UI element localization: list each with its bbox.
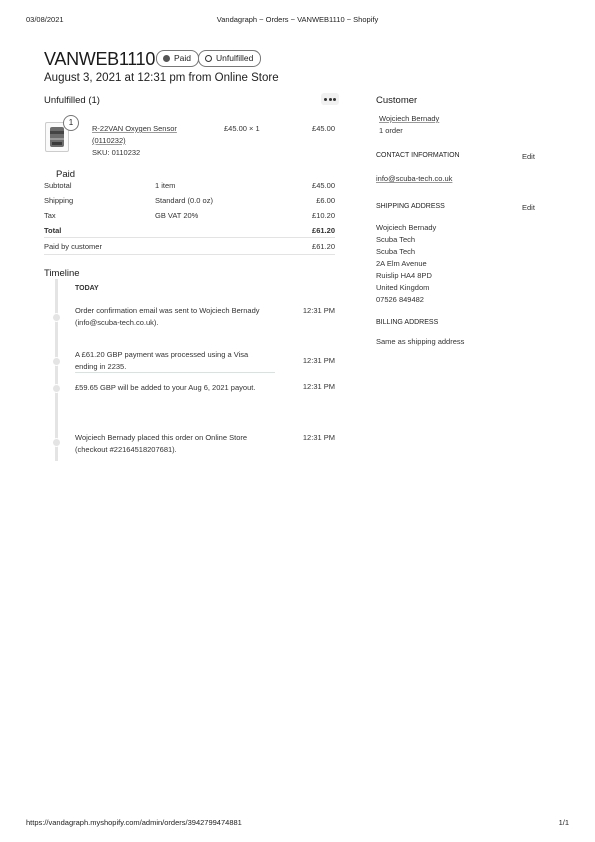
shipping-address-line: Ruislip HA4 8PD [376, 271, 432, 280]
item-price-qty: £45.00 × 1 [224, 124, 260, 133]
shipping-address-heading: SHIPPING ADDRESS [376, 203, 445, 210]
total-value: £61.20 [312, 226, 335, 235]
timeline-event-dot [52, 384, 61, 393]
tax-detail: GB VAT 20% [155, 211, 199, 220]
billing-address-text: Same as shipping address [376, 337, 465, 346]
item-name-link[interactable]: R-22VAN Oxygen Sensor [92, 124, 177, 133]
timeline-event-time: 12:31 PM [302, 306, 335, 315]
unfulfilled-badge-label: Unfulfilled [216, 53, 254, 63]
item-sku: SKU: 0110232 [92, 148, 141, 157]
paid-by-customer-value: £61.20 [312, 242, 335, 251]
order-id: VANWEB1110 [44, 49, 156, 69]
timeline-event-text-line2: (info@scuba-tech.co.uk). [75, 318, 159, 327]
customer-title: Customer [376, 95, 418, 106]
subtotal-label: Subtotal [44, 181, 72, 190]
shipping-address-line: Scuba Tech [376, 235, 416, 244]
payment-divider [44, 237, 335, 238]
unfulfilled-title: Unfulfilled (1) [44, 95, 100, 106]
payment-status-title: Paid [56, 169, 76, 180]
customer-name-link[interactable]: Wojciech Bernady [379, 114, 440, 123]
paid-badge [156, 50, 199, 67]
contact-edit-button[interactable]: Edit [522, 152, 535, 161]
item-total: £45.00 [312, 124, 335, 133]
print-url: https://vandagraph.myshopify.com/admin/orders/3942799474881 [26, 818, 242, 827]
timeline-day-label: TODAY [75, 285, 99, 292]
shipping-edit-button[interactable]: Edit [522, 203, 535, 212]
timeline-event-text-line2: ending in 2235. [75, 362, 127, 371]
shipping-address-line: 2A Elm Avenue [376, 259, 427, 268]
tax-value: £10.20 [312, 211, 335, 220]
shipping-label: Shipping [44, 196, 74, 205]
shipping-phone: 07526 849482 [376, 295, 424, 304]
timeline-event-text: Order confirmation email was sent to Wojciech Bernady [75, 306, 260, 315]
filled-dot-icon [163, 55, 170, 62]
customer-email-link[interactable]: info@scuba-tech.co.uk [376, 174, 453, 183]
timeline-event-dot [52, 357, 61, 366]
timeline-event-text-line2: (checkout #22164518207681). [75, 445, 177, 454]
customer-order-count: 1 order [379, 126, 403, 135]
timeline-event-dot [52, 438, 61, 447]
timeline-event-divider [75, 372, 275, 373]
subtotal-value: £45.00 [312, 181, 335, 190]
shipping-address-line: United Kingdom [376, 283, 430, 292]
timeline-event-time: 12:31 PM [302, 356, 335, 365]
more-actions-button[interactable] [321, 93, 339, 105]
timeline-event-text: A £61.20 GBP payment was processed using a Visa [75, 350, 249, 359]
timeline-event-text: Wojciech Bernady placed this order on Online Store [75, 433, 248, 442]
timeline-event-text: £59.65 GBP will be added to your Aug 6, 2021 payout. [75, 383, 256, 392]
shipping-address-line: Scuba Tech [376, 247, 416, 256]
timeline-line [55, 279, 58, 461]
item-quantity-badge: 1 [63, 115, 79, 131]
timeline-event-time: 12:31 PM [302, 433, 335, 442]
shipping-detail: Standard (0.0 oz) [155, 196, 213, 205]
more-horizontal-icon [324, 98, 327, 101]
paid-badge-label: Paid [174, 53, 192, 63]
billing-address-heading: BILLING ADDRESS [376, 319, 439, 326]
shipping-address-line: Wojciech Bernady [376, 223, 437, 232]
print-title: Vandagraph ~ Orders ~ VANWEB1110 ~ Shopify [216, 15, 379, 24]
timeline-event-time: 12:31 PM [302, 382, 335, 391]
ring-icon [205, 55, 212, 62]
timeline-title: Timeline [44, 268, 80, 279]
tax-label: Tax [44, 211, 56, 220]
total-label: Total [44, 226, 62, 235]
print-page-number: 1/1 [558, 818, 569, 827]
item-name-link-line2[interactable]: (0110232) [92, 136, 126, 145]
print-date: 03/08/2021 [26, 15, 64, 24]
unfulfilled-badge [198, 50, 261, 67]
timeline-event-dot [52, 313, 61, 322]
order-subtitle: August 3, 2021 at 12:31 pm from Online Store [44, 72, 279, 84]
subtotal-detail: 1 item [155, 181, 176, 190]
paid-by-customer-label: Paid by customer [44, 242, 102, 251]
shipping-value: £6.00 [316, 196, 335, 205]
payment-divider-bottom [44, 254, 335, 255]
contact-info-heading: CONTACT INFORMATION [376, 152, 460, 159]
